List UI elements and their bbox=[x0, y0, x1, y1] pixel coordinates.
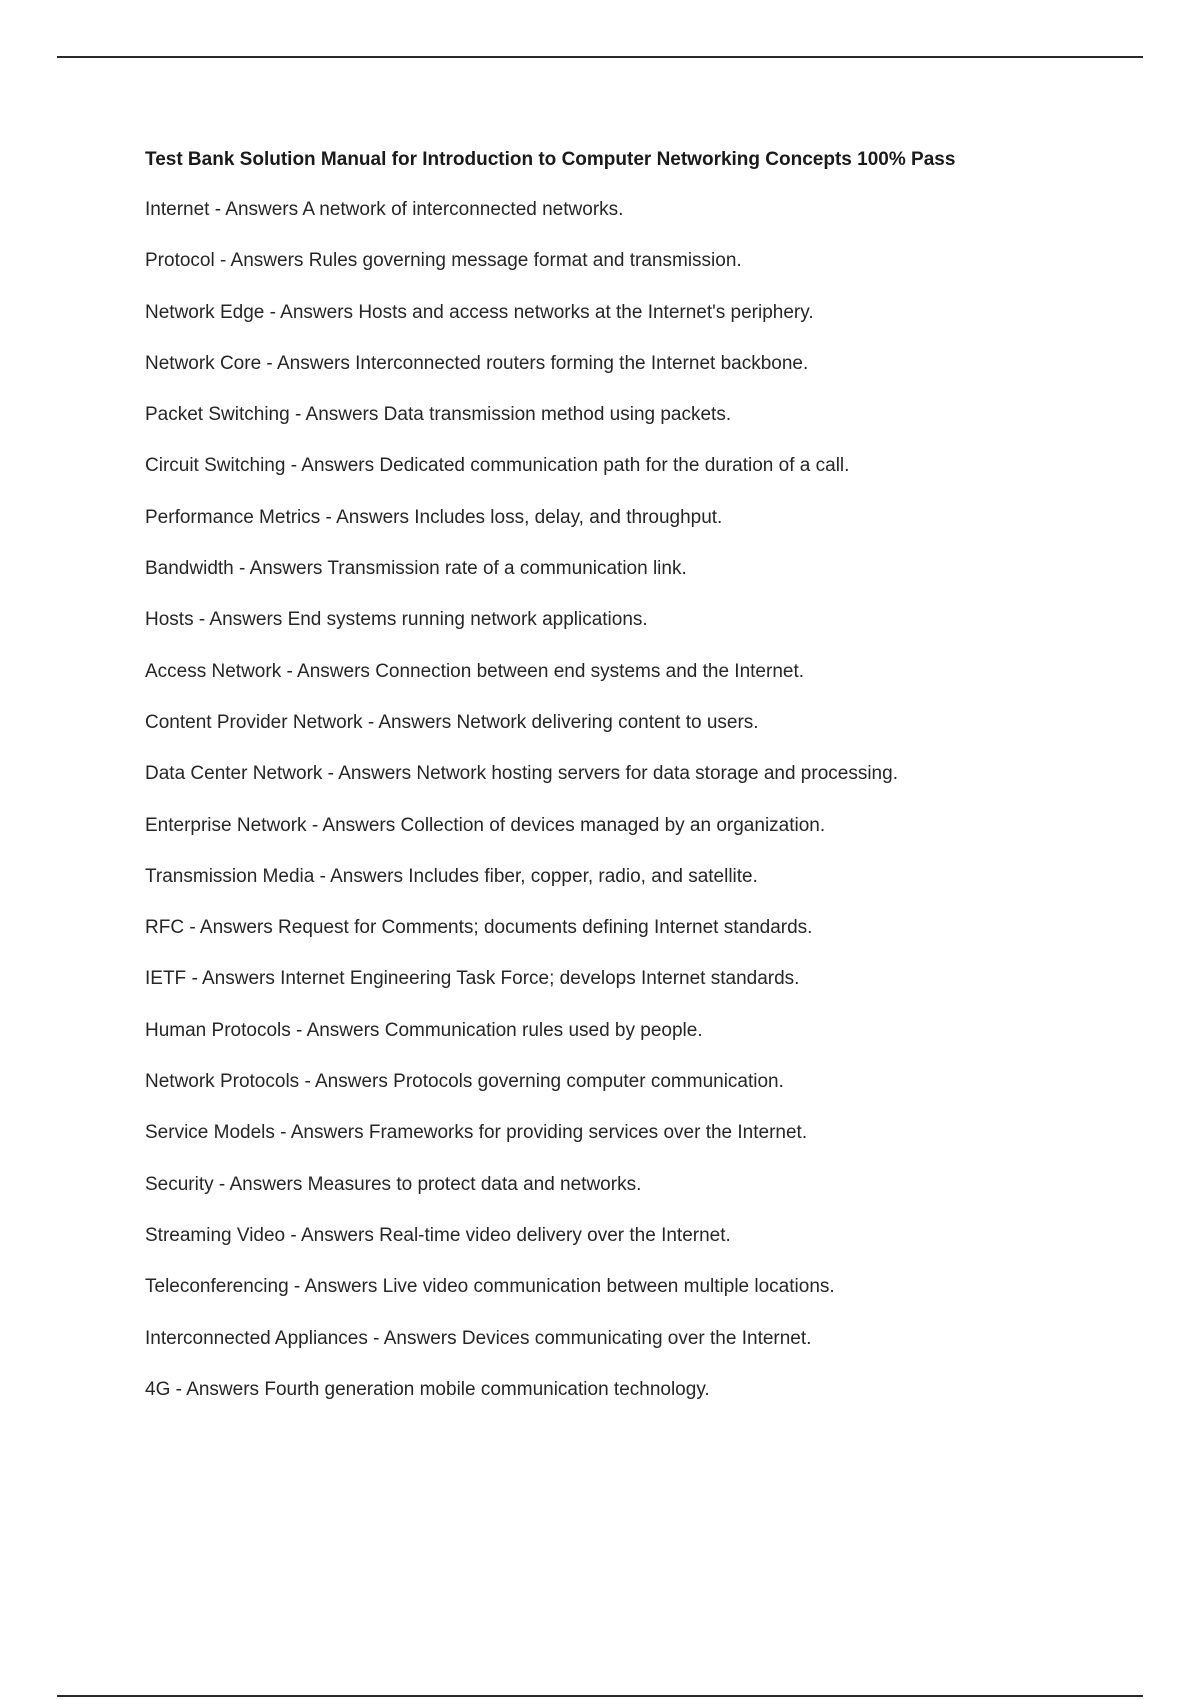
entry-answer: Live video communication between multiple locations. bbox=[382, 1276, 835, 1298]
entry-answer: Interconnected routers forming the Internet backbone. bbox=[355, 352, 809, 374]
entry-separator: - Answers bbox=[261, 352, 356, 374]
entry-term: Protocol bbox=[145, 250, 215, 272]
entry-answer: Rules governing message format and transmission. bbox=[308, 250, 742, 272]
entry-term: Transmission Media bbox=[145, 865, 315, 887]
entry-answer: Devices communicating over the Internet. bbox=[461, 1327, 812, 1349]
entry-separator: - Answers bbox=[290, 1019, 385, 1041]
entry-term: Network Core bbox=[145, 352, 262, 374]
entry-separator: - Answers bbox=[322, 763, 417, 785]
entry-answer: Network hosting servers for data storage and processing. bbox=[416, 763, 898, 785]
entry-term: IETF bbox=[145, 968, 187, 990]
entry-answer: Communication rules used by people. bbox=[384, 1019, 703, 1041]
qa-entry bbox=[145, 646, 1145, 697]
document-title: Test Bank Solution Manual for Introduction to Computer Networking Concepts 100% Pass bbox=[145, 149, 956, 170]
qa-entry bbox=[145, 440, 1145, 491]
entry-term: Security bbox=[145, 1173, 214, 1195]
qa-entry bbox=[145, 543, 1145, 594]
header-rule bbox=[57, 56, 1143, 58]
entry-answer: Frameworks for providing services over the Internet. bbox=[368, 1122, 808, 1144]
entry-answer: Connection between end systems and the Internet. bbox=[375, 660, 805, 682]
entry-separator: - Answers bbox=[184, 917, 279, 939]
entry-answer: Data transmission method using packets. bbox=[383, 404, 732, 426]
entry-separator: - Answers bbox=[289, 404, 384, 426]
entry-answer: Measures to protect data and networks. bbox=[307, 1173, 642, 1195]
entry-separator: - Answers bbox=[213, 1173, 308, 1195]
entry-answer: Request for Comments; documents defining Internet standards. bbox=[278, 917, 813, 939]
entry-answer: Network delivering content to users. bbox=[456, 711, 759, 733]
qa-entry bbox=[145, 1261, 1145, 1312]
entry-answer: Internet Engineering Task Force; develops Internet standards. bbox=[280, 968, 800, 990]
entry-separator: - Answers bbox=[320, 506, 415, 528]
entry-term: Packet Switching bbox=[145, 404, 290, 426]
qa-list bbox=[145, 184, 1145, 1415]
qa-entry bbox=[145, 1210, 1145, 1261]
entry-separator: - Answers bbox=[186, 968, 281, 990]
entry-separator: - Answers bbox=[281, 660, 376, 682]
qa-entry bbox=[145, 800, 1145, 851]
qa-entry bbox=[145, 748, 1145, 799]
qa-entry bbox=[145, 697, 1145, 748]
entry-term: Network Edge bbox=[145, 301, 265, 323]
qa-entry bbox=[145, 1364, 1145, 1415]
qa-entry bbox=[145, 1107, 1145, 1158]
qa-entry bbox=[145, 1313, 1145, 1364]
entry-answer: Includes loss, delay, and throughput. bbox=[414, 506, 723, 528]
entry-term: 4G bbox=[145, 1378, 171, 1400]
entry-term: Content Provider Network bbox=[145, 711, 363, 733]
entry-answer: Protocols governing computer communication. bbox=[393, 1071, 784, 1093]
entry-answer: Includes fiber, copper, radio, and satellite. bbox=[408, 865, 758, 887]
entry-answer: Fourth generation mobile communication technology. bbox=[264, 1378, 710, 1400]
entry-term: Human Protocols bbox=[145, 1019, 291, 1041]
qa-entry bbox=[145, 338, 1145, 389]
entry-separator: - Answers bbox=[209, 199, 303, 220]
entry-term: Performance Metrics bbox=[145, 506, 321, 528]
entry-separator: - Answers bbox=[367, 1327, 462, 1349]
entry-answer: Real-time video delivery over the Internet. bbox=[379, 1224, 731, 1246]
entry-separator: - Answers bbox=[285, 455, 380, 477]
entry-term: Access Network bbox=[145, 660, 282, 682]
qa-entry bbox=[145, 1005, 1145, 1056]
entry-answer: Transmission rate of a communication link. bbox=[327, 558, 687, 580]
entry-answer: Collection of devices managed by an organization. bbox=[400, 814, 826, 836]
qa-entry bbox=[145, 492, 1145, 543]
entry-term: Data Center Network bbox=[145, 763, 323, 785]
entry-term: Bandwidth bbox=[145, 558, 234, 580]
entry-separator: - Answers bbox=[170, 1378, 265, 1400]
qa-entry bbox=[145, 287, 1145, 338]
entry-separator: - Answers bbox=[306, 814, 401, 836]
document-body bbox=[145, 144, 1145, 1407]
entry-separator: - Answers bbox=[314, 865, 409, 887]
entry-term: Hosts bbox=[145, 609, 194, 631]
entry-term: RFC bbox=[145, 917, 185, 939]
entry-term: Circuit Switching bbox=[145, 455, 286, 477]
qa-entry bbox=[145, 389, 1145, 440]
qa-entry bbox=[145, 184, 1145, 235]
entry-separator: - Answers bbox=[285, 1224, 380, 1246]
entry-term: Streaming Video bbox=[145, 1224, 286, 1246]
qa-entry bbox=[145, 594, 1145, 645]
entry-term: Teleconferencing bbox=[145, 1276, 289, 1298]
qa-entry bbox=[145, 235, 1145, 286]
entry-answer: A network of interconnected networks. bbox=[302, 199, 624, 220]
entry-separator: - Answers bbox=[288, 1276, 383, 1298]
entry-answer: Dedicated communication path for the duration of a call. bbox=[379, 455, 850, 477]
entry-separator: - Answers bbox=[264, 301, 359, 323]
entry-term: Interconnected Appliances bbox=[145, 1327, 368, 1349]
entry-separator: - Answers bbox=[274, 1122, 369, 1144]
qa-entry bbox=[145, 953, 1145, 1004]
qa-entry bbox=[145, 902, 1145, 953]
entry-term: Internet bbox=[145, 199, 210, 220]
entry-separator: - Answers bbox=[362, 711, 457, 733]
entry-term: Service Models bbox=[145, 1122, 275, 1144]
entry-separator: - Answers bbox=[214, 250, 309, 272]
qa-entry bbox=[145, 851, 1145, 902]
footer-rule bbox=[57, 1695, 1143, 1697]
entry-separator: - Answers bbox=[233, 558, 328, 580]
entry-answer: End systems running network applications. bbox=[287, 609, 648, 631]
qa-entry bbox=[145, 1159, 1145, 1210]
entry-term: Enterprise Network bbox=[145, 814, 307, 836]
qa-entry bbox=[145, 1056, 1145, 1107]
entry-separator: - Answers bbox=[193, 609, 288, 631]
entry-term: Network Protocols bbox=[145, 1071, 300, 1093]
entry-separator: - Answers bbox=[299, 1071, 394, 1093]
entry-answer: Hosts and access networks at the Internet's periphery. bbox=[358, 301, 814, 323]
